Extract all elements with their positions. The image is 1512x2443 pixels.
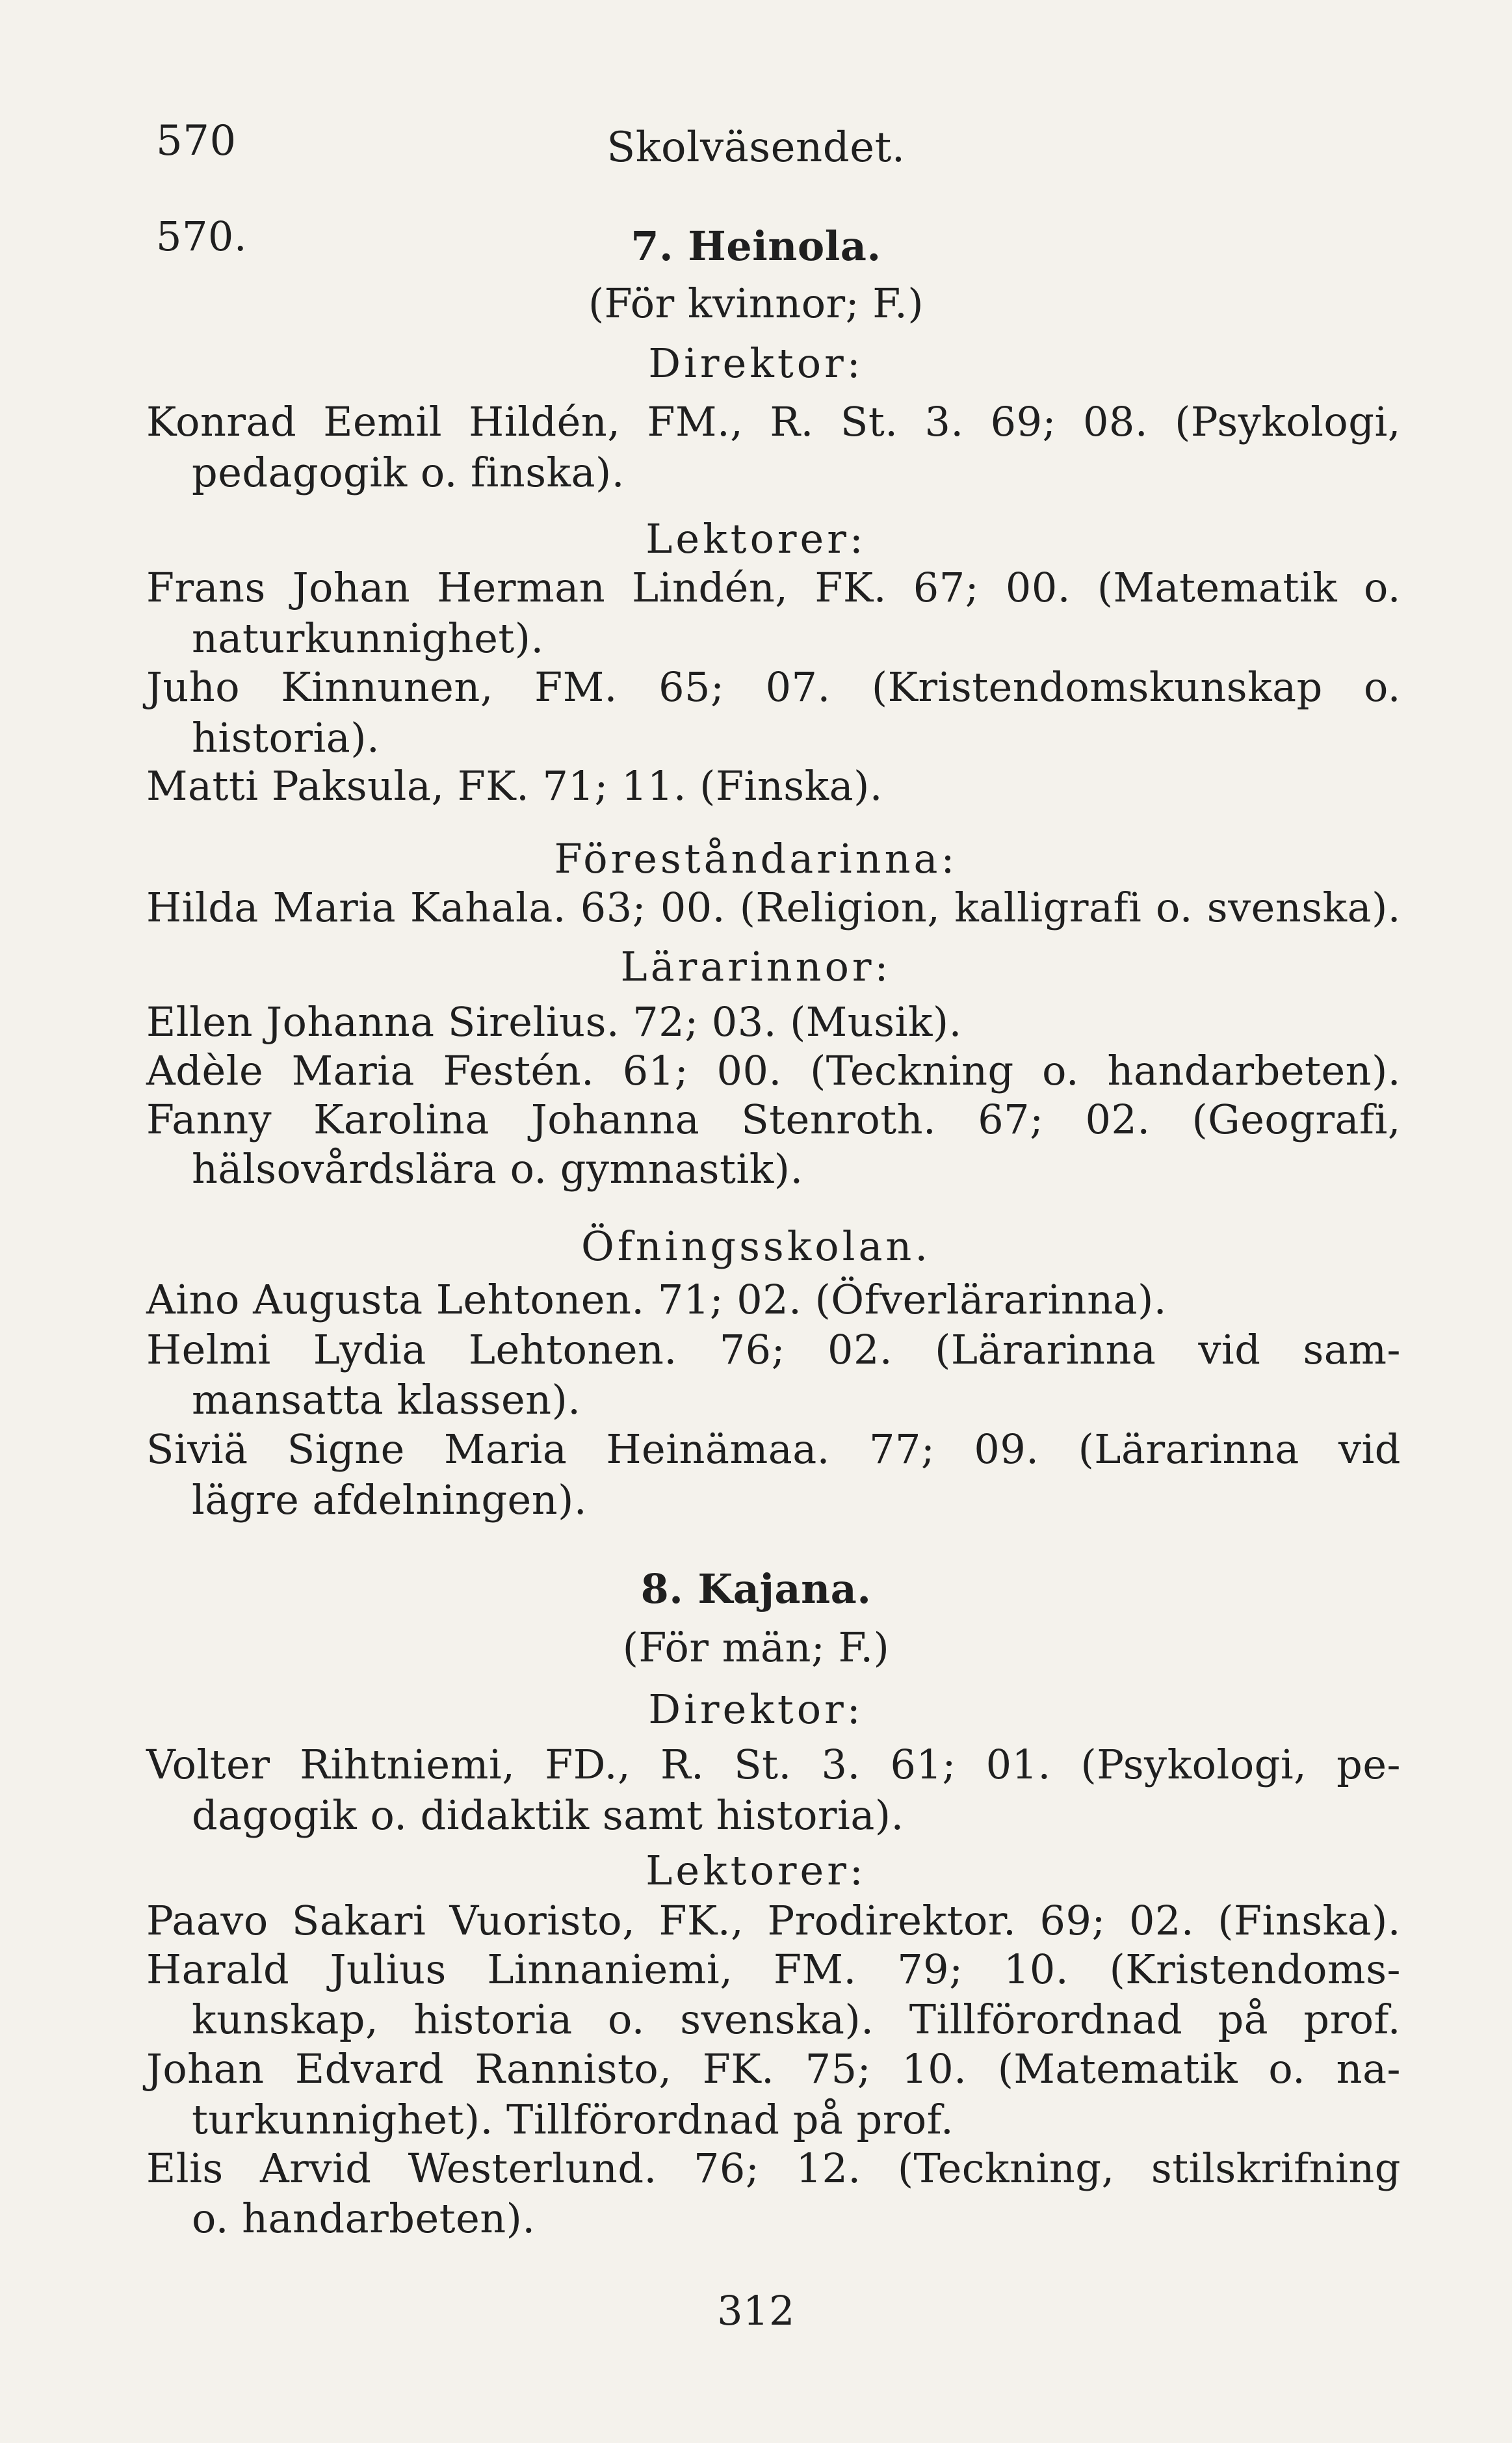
list-item: Johan Edvard Rannisto, FK. 75; 10. (Matematik o. na- [146, 2045, 1401, 2093]
page-number: 570 [156, 117, 237, 165]
page-signature: 312 [717, 2287, 795, 2334]
lektorer-heading: Lektorer: [645, 515, 867, 562]
list-item-continuation: kunskap, historia o. svenska). Tillförordnad på prof. [192, 1996, 1401, 2043]
list-item: Aino Augusta Lehtonen. 71; 02. (Öfverlärarinna). [146, 1276, 1167, 1323]
list-item-continuation: dagogik o. didaktik samt historia). [192, 1791, 904, 1839]
list-item: Paavo Sakari Vuoristo, FK., Prodirektor. 69; 02. (Finska). [146, 1897, 1401, 1944]
list-item: Fanny Karolina Johanna Stenroth. 67; 02. (Geografi, [146, 1096, 1401, 1143]
list-item: Konrad Eemil Hildén, FM., R. St. 3. 69; 08. (Psykologi, [146, 398, 1401, 445]
list-item-continuation: hälsovårdslära o. gymnastik). [192, 1145, 803, 1193]
ofningsskolan-heading: Öfningsskolan. [580, 1222, 932, 1270]
running-title: Skolväsendet. [606, 124, 906, 172]
lararinnor-heading: Lärarinnor: [620, 943, 892, 990]
school-subtitle-heinola: (För kvinnor; F.) [588, 280, 924, 327]
list-item: Matti Paksula, FK. 71; 11. (Finska). [146, 762, 883, 810]
direktor-heading: Direktor: [648, 1685, 864, 1733]
direktor-heading: Direktor: [648, 339, 864, 387]
list-item-continuation: lägre afdelningen). [192, 1476, 588, 1524]
list-item: Hilda Maria Kahala. 63; 00. (Religion, kalligrafi o. svenska). [146, 884, 1401, 931]
list-item: Harald Julius Linnaniemi, FM. 79; 10. (Kristendoms- [146, 1946, 1401, 1993]
list-item: Juho Kinnunen, FM. 65; 07. (Kristendomskunskap o. [146, 663, 1401, 711]
list-item-continuation: naturkunnighet). [192, 614, 544, 662]
school-title-heinola: 7. Heinola. [631, 222, 881, 270]
school-subtitle-kajana: (För män; F.) [622, 1624, 890, 1671]
entry-number: 570. [156, 213, 248, 260]
list-item: Volter Rihtniemi, FD., R. St. 3. 61; 01. (Psykologi, pe- [146, 1741, 1401, 1788]
list-item-continuation: pedagogik o. finska). [192, 449, 625, 496]
list-item-continuation: mansatta klassen). [192, 1376, 581, 1423]
list-item: Frans Johan Herman Lindén, FK. 67; 00. (Matematik o. [146, 564, 1401, 611]
list-item-continuation: o. handarbeten). [192, 2195, 536, 2242]
list-item-continuation: historia). [192, 714, 380, 761]
lektorer-heading: Lektorer: [645, 1847, 867, 1894]
list-item: Siviä Signe Maria Heinämaa. 77; 09. (Lärarinna vid [146, 1425, 1401, 1473]
school-title-kajana: 8. Kajana. [640, 1565, 872, 1613]
list-item: Adèle Maria Festén. 61; 00. (Teckning o. handarbeten). [146, 1047, 1401, 1094]
list-item: Ellen Johanna Sirelius. 72; 03. (Musik). [146, 998, 962, 1046]
forestandarinna-heading: Föreståndarinna: [554, 835, 958, 882]
list-item: Elis Arvid Westerlund. 76; 12. (Teckning, stilskrifning [146, 2145, 1401, 2192]
list-item-continuation: turkunnighet). Tillförordnad på prof. [192, 2096, 954, 2143]
list-item: Helmi Lydia Lehtonen. 76; 02. (Lärarinna vid sam- [146, 1326, 1401, 1373]
